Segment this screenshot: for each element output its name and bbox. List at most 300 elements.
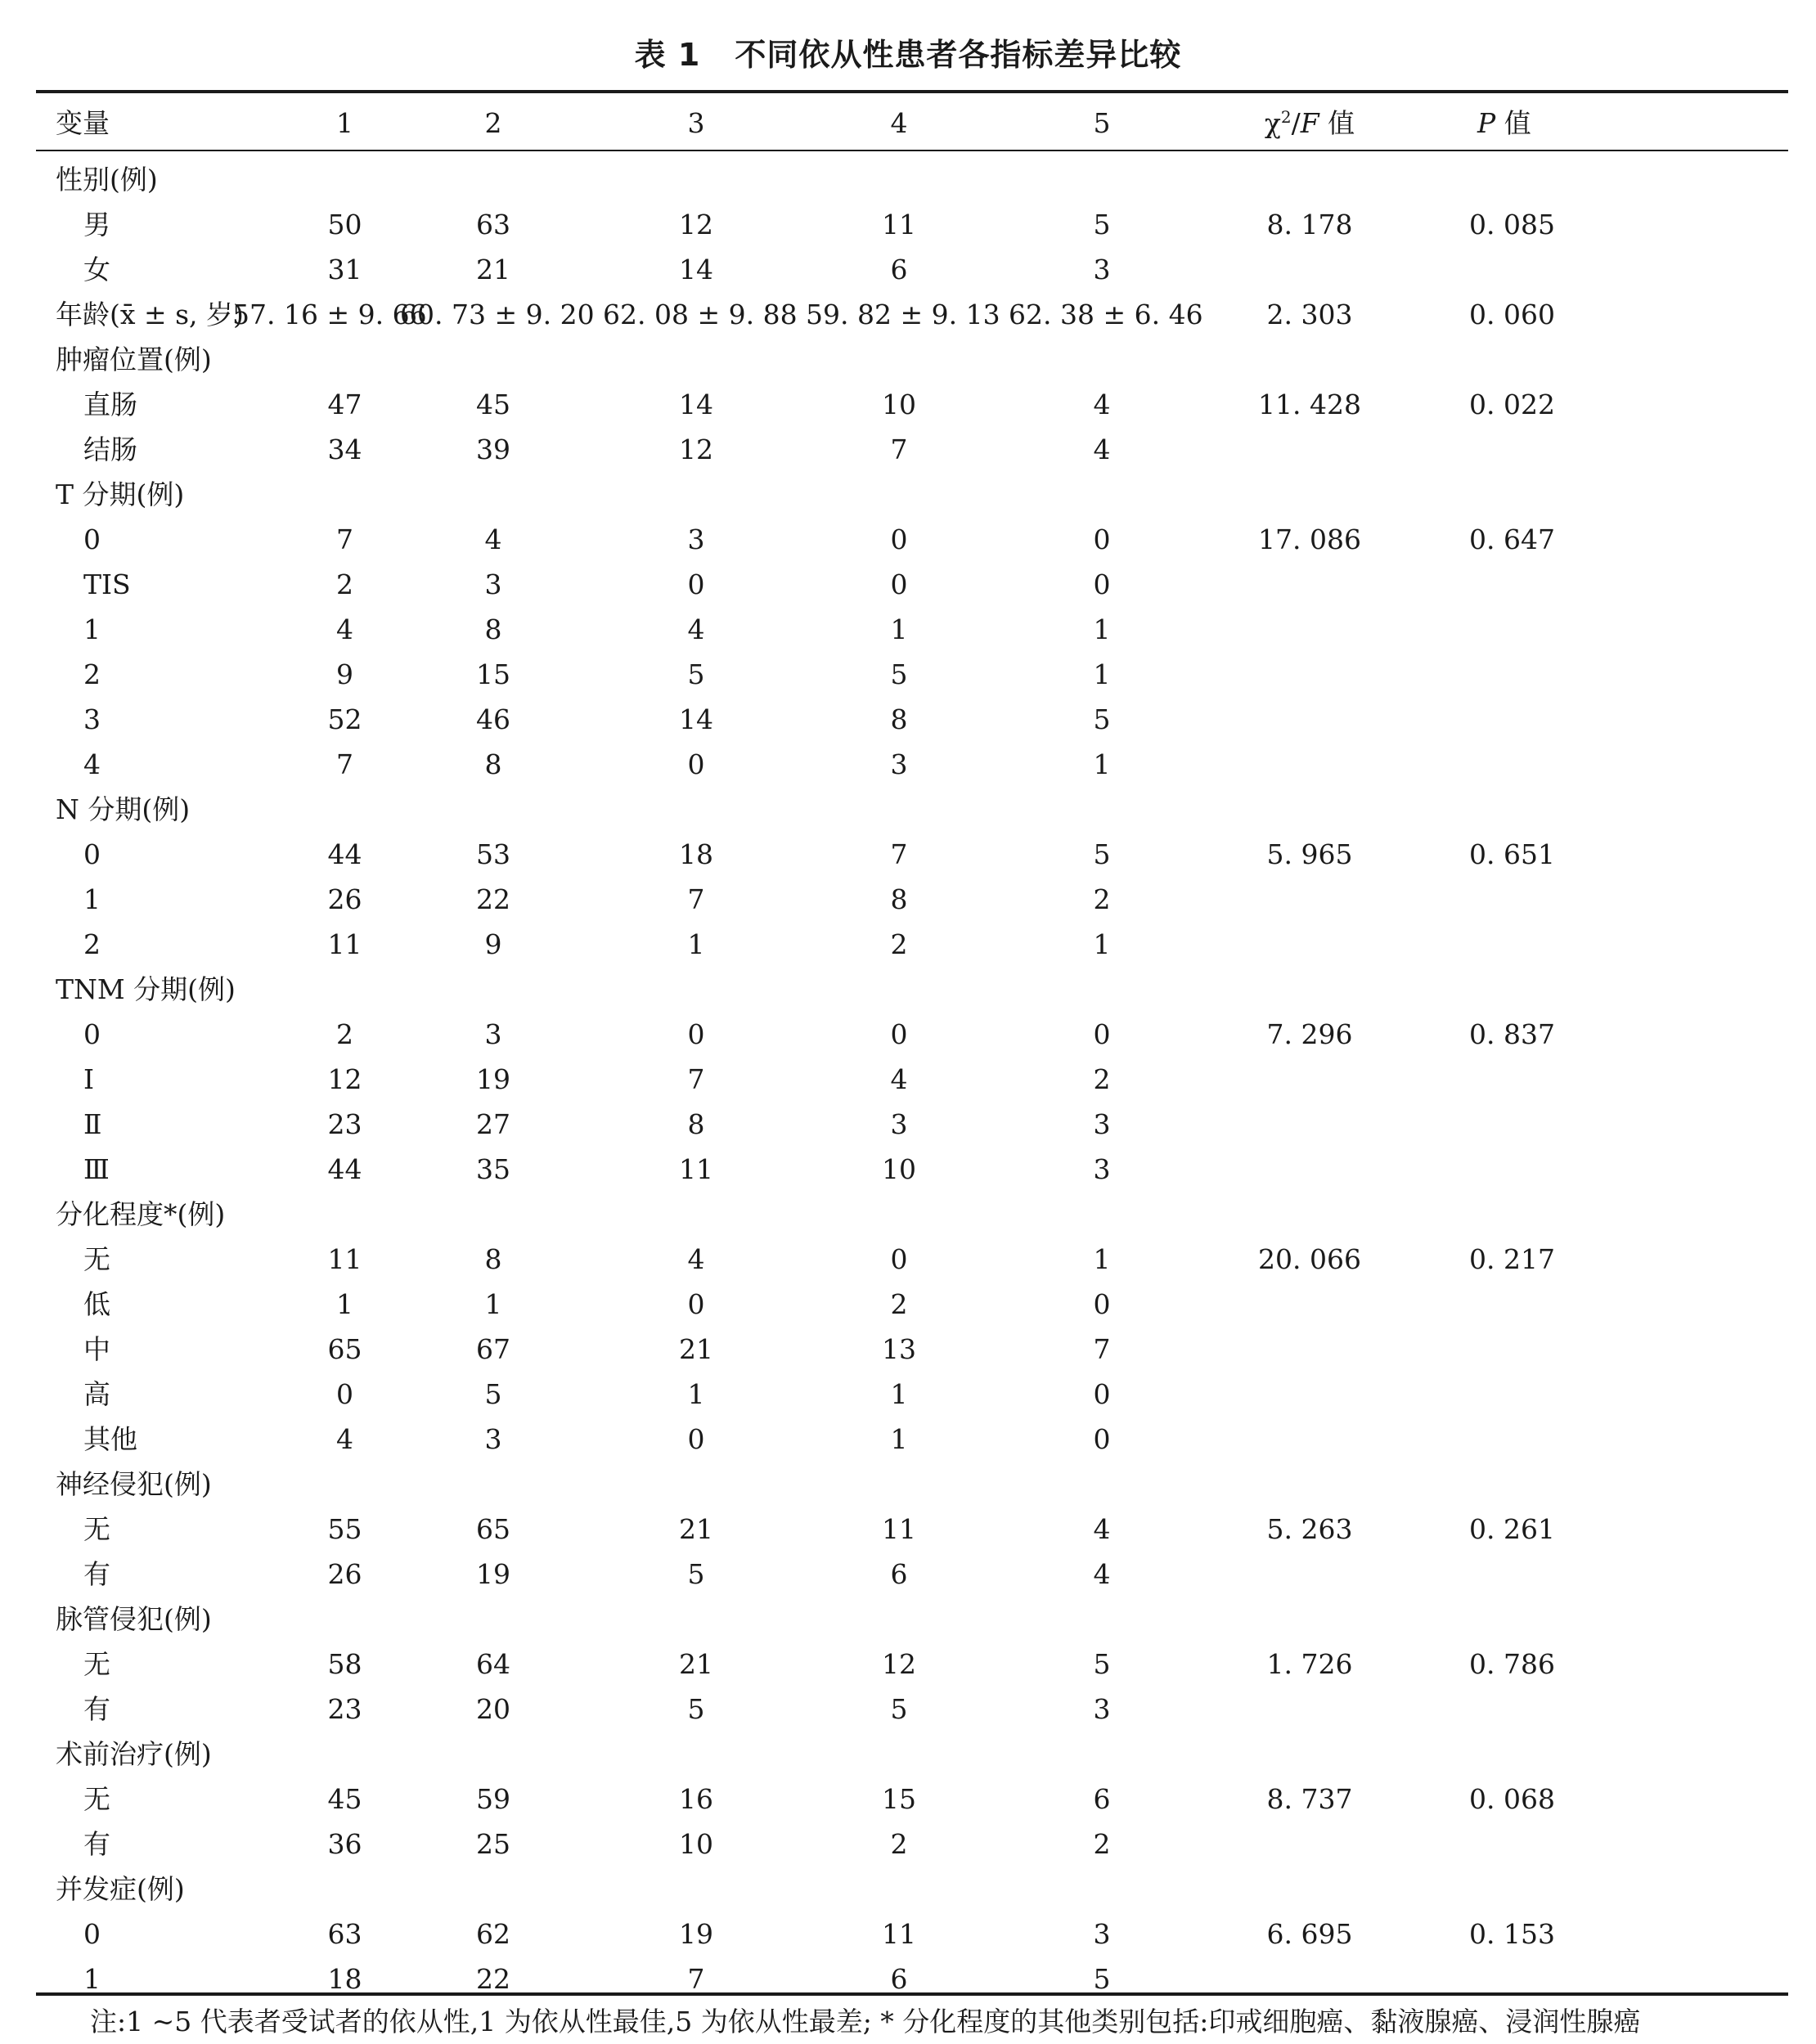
- table-cell: 21: [679, 1648, 713, 1680]
- table-cell: 19: [476, 1558, 510, 1590]
- table-cell: [976, 787, 1179, 832]
- table-cell: 3: [1093, 1918, 1111, 1950]
- table-row: [36, 1911, 1788, 1956]
- table-cell: 62. 08 ± 9. 88: [603, 299, 798, 330]
- table-cell: [367, 967, 570, 1012]
- table-cell: [1391, 427, 1788, 472]
- table-cell: [1391, 1687, 1788, 1732]
- row-item-label: 0: [83, 1018, 101, 1050]
- table-cell: 18: [327, 1963, 362, 1995]
- table-cell: 47: [327, 389, 362, 420]
- table-cell: [367, 154, 570, 202]
- row-item-label: Ⅰ: [83, 1063, 95, 1095]
- table-cell: 5: [687, 1558, 705, 1590]
- table-row: [36, 1282, 1788, 1327]
- table-cell: [1179, 787, 1391, 832]
- table-cell: 22: [476, 1963, 510, 1995]
- table-cell: 0. 085: [1469, 209, 1555, 240]
- table-cell: [367, 1732, 570, 1777]
- table-cell: 4: [1093, 1513, 1111, 1545]
- table-cell: 52: [327, 703, 362, 735]
- row-item-label: TIS: [83, 568, 131, 600]
- table-cell: 2: [336, 568, 353, 600]
- table-cell: [1179, 607, 1391, 652]
- table-cell: 0: [687, 568, 705, 600]
- row-item-label: 直肠: [83, 389, 137, 420]
- table-cell: 7: [890, 434, 908, 465]
- table-cell: 2: [1093, 1828, 1111, 1860]
- table-cell: 0: [890, 1018, 908, 1050]
- table-cell: [1179, 877, 1391, 922]
- table-cell: 8: [484, 613, 502, 645]
- row-item-label: 有: [83, 1558, 110, 1590]
- table-row: [36, 1417, 1788, 1462]
- row-item-label: 1: [83, 1963, 101, 1995]
- table-cell: [1179, 1417, 1391, 1462]
- table-cell: 5: [1093, 209, 1111, 240]
- table-cell: 1: [890, 1423, 908, 1455]
- header-row: [36, 93, 1788, 154]
- table-row: [36, 517, 1788, 562]
- table-cell: [200, 472, 367, 517]
- table-cell: [773, 1867, 976, 1911]
- table-cell: 11. 428: [1258, 389, 1361, 420]
- table-cell: 10: [882, 389, 916, 420]
- table-cell: [1179, 1552, 1391, 1597]
- row-group-label: 术前治疗(例): [56, 1738, 212, 1770]
- table-cell: 0: [890, 568, 908, 600]
- table-row: [36, 472, 1788, 517]
- table-cell: [1391, 1057, 1788, 1102]
- table-cell: [570, 787, 773, 832]
- table-cell: 6: [890, 1963, 908, 1995]
- table-cell: 62: [476, 1918, 510, 1950]
- table-cell: 12: [679, 434, 713, 465]
- row-group-label: TNM 分期(例): [56, 973, 236, 1005]
- table-cell: 1: [1093, 1243, 1111, 1275]
- table-cell: 63: [327, 1918, 362, 1950]
- table-cell: 59: [476, 1783, 510, 1815]
- table-cell: 5: [1093, 1648, 1111, 1680]
- table-cell: 0: [687, 748, 705, 780]
- table-cell: 7. 296: [1266, 1018, 1353, 1050]
- table-cell: 0: [336, 1378, 353, 1410]
- table-cell: 6: [1093, 1783, 1111, 1815]
- table-cell: 2: [890, 1828, 908, 1860]
- table-cell: 8: [687, 1108, 705, 1140]
- row-item-label: 2: [83, 928, 101, 960]
- table-cell: 0. 022: [1469, 389, 1555, 420]
- table-row: [36, 1057, 1788, 1102]
- table-cell: [1179, 154, 1391, 202]
- table-cell: 45: [476, 389, 510, 420]
- table-row: [36, 337, 1788, 382]
- table-cell: 11: [882, 209, 916, 240]
- table-row: [36, 607, 1788, 652]
- table-row: [36, 1642, 1788, 1687]
- row-item-label: 有: [83, 1828, 110, 1860]
- table-cell: 7: [1093, 1333, 1111, 1365]
- table-cell: 1. 726: [1266, 1648, 1353, 1680]
- table-row: [36, 1192, 1788, 1237]
- table-cell: 5: [484, 1378, 502, 1410]
- table-cell: [976, 1597, 1179, 1642]
- table-row: [36, 427, 1788, 472]
- row-item-label: 无: [83, 1243, 110, 1275]
- table-cell: [1179, 1956, 1391, 2001]
- table-cell: [1391, 1372, 1788, 1417]
- table-cell: [1391, 1462, 1788, 1507]
- table-cell: [773, 1597, 976, 1642]
- table-row: [36, 1237, 1788, 1282]
- table-cell: 7: [336, 523, 353, 555]
- table-cell: 59. 82 ± 9. 13: [806, 299, 1000, 330]
- table-cell: 10: [882, 1153, 916, 1185]
- table-cell: 0. 217: [1469, 1243, 1555, 1275]
- table-cell: 0. 786: [1469, 1648, 1555, 1680]
- table-cell: [367, 1867, 570, 1911]
- table-cell: [1179, 472, 1391, 517]
- table-cell: [1391, 697, 1788, 742]
- table-cell: [1391, 877, 1788, 922]
- table-cell: [1179, 967, 1391, 1012]
- table-cell: 4: [687, 613, 705, 645]
- table-cell: 39: [476, 434, 510, 465]
- table-cell: [200, 154, 367, 202]
- table-row: [36, 787, 1788, 832]
- table-cell: [1391, 247, 1788, 292]
- table-caption: [0, 29, 1816, 74]
- table-cell: [1179, 562, 1391, 607]
- table-cell: 15: [476, 658, 510, 690]
- table-cell: 18: [679, 838, 713, 870]
- table-cell: 19: [476, 1063, 510, 1095]
- table-cell: [773, 787, 976, 832]
- table-cell: 25: [476, 1828, 510, 1860]
- table-cell: [1179, 1282, 1391, 1327]
- row-item-label: 中: [83, 1333, 110, 1365]
- table-cell: 8: [890, 883, 908, 915]
- table-cell: 1: [1093, 748, 1111, 780]
- table-cell: [976, 472, 1179, 517]
- header-chi-f: $\chi^2/F$ 值: [1264, 107, 1355, 139]
- table-cell: [1391, 607, 1788, 652]
- table-cell: 64: [476, 1648, 510, 1680]
- table-cell: [1179, 742, 1391, 787]
- table-cell: [1391, 1102, 1788, 1147]
- row-group-label: N 分期(例): [56, 793, 191, 825]
- table-cell: 14: [679, 703, 713, 735]
- table-cell: [200, 1462, 367, 1507]
- row-item-label: 女: [83, 254, 110, 285]
- table-cell: 19: [679, 1918, 713, 1950]
- table-cell: [1391, 1282, 1788, 1327]
- table-cell: 4: [484, 523, 502, 555]
- row-item-label: Ⅲ: [83, 1153, 110, 1185]
- table-cell: [1391, 562, 1788, 607]
- table-cell: [976, 1462, 1179, 1507]
- table-cell: [570, 1732, 773, 1777]
- table-cell: [1391, 742, 1788, 787]
- table-cell: [976, 1732, 1179, 1777]
- table-row: [36, 967, 1788, 1012]
- table-row: [36, 292, 1788, 337]
- table-cell: 11: [882, 1918, 916, 1950]
- table-cell: [1179, 337, 1391, 382]
- table-cell: 7: [687, 883, 705, 915]
- header-group-5: 5: [1093, 107, 1111, 139]
- table-cell: [1391, 1597, 1788, 1642]
- table-cell: 44: [327, 1153, 362, 1185]
- table-cell: 11: [327, 1243, 362, 1275]
- table-cell: 21: [679, 1513, 713, 1545]
- table-cell: 34: [327, 434, 362, 465]
- table-cell: [773, 1732, 976, 1777]
- row-group-label: 性别(例): [56, 164, 158, 195]
- table-cell: 22: [476, 883, 510, 915]
- table-cell: 12: [679, 209, 713, 240]
- table-cell: [1391, 1192, 1788, 1237]
- table-cell: 0: [1093, 1378, 1111, 1410]
- table-cell: 0: [890, 1243, 908, 1275]
- table-cell: 0: [890, 523, 908, 555]
- table-cell: [200, 1597, 367, 1642]
- header-group-4: 4: [890, 107, 908, 139]
- table-cell: [1391, 1417, 1788, 1462]
- table-cell: 3: [484, 1018, 502, 1050]
- table-cell: 5: [687, 1693, 705, 1725]
- table-cell: [1391, 154, 1788, 202]
- table-cell: [1391, 1822, 1788, 1867]
- table-cell: 53: [476, 838, 510, 870]
- table-cell: 23: [327, 1693, 362, 1725]
- table-cell: [1179, 1462, 1391, 1507]
- table-row: [36, 1327, 1788, 1372]
- table-cell: [570, 1867, 773, 1911]
- table-cell: [367, 472, 570, 517]
- table-cell: 3: [1093, 1108, 1111, 1140]
- table-row: [36, 247, 1788, 292]
- table-cell: 5: [890, 658, 908, 690]
- table-cell: [773, 967, 976, 1012]
- table-cell: [976, 337, 1179, 382]
- table-cell: 63: [476, 209, 510, 240]
- table-cell: [1179, 427, 1391, 472]
- table-row: [36, 562, 1788, 607]
- table-row: [36, 1147, 1788, 1192]
- table-row: [36, 922, 1788, 967]
- table-cell: [1179, 1687, 1391, 1732]
- table-cell: 1: [336, 1288, 353, 1320]
- table-cell: [1179, 1867, 1391, 1911]
- table-cell: 62. 38 ± 6. 46: [1009, 299, 1203, 330]
- table-cell: [773, 154, 976, 202]
- table-cell: 0: [1093, 568, 1111, 600]
- table-cell: 3: [890, 748, 908, 780]
- table-cell: 0: [1093, 1423, 1111, 1455]
- table-cell: 20. 066: [1258, 1243, 1361, 1275]
- table-cell: 9: [336, 658, 353, 690]
- table-cell: 5: [687, 658, 705, 690]
- table-cell: [1179, 1192, 1391, 1237]
- row-item-label: 0: [83, 838, 101, 870]
- table-cell: [367, 337, 570, 382]
- row-item-label: 高: [83, 1378, 110, 1410]
- table-row: [36, 1552, 1788, 1597]
- table-cell: 2. 303: [1266, 299, 1353, 330]
- table-cell: [1391, 337, 1788, 382]
- table-cell: [773, 1462, 976, 1507]
- table-cell: 1: [687, 928, 705, 960]
- table-cell: 4: [1093, 1558, 1111, 1590]
- table-cell: 14: [679, 254, 713, 285]
- row-group-label: T 分期(例): [56, 478, 185, 510]
- table-cell: 5: [1093, 1963, 1111, 1995]
- table-cell: [773, 337, 976, 382]
- table-cell: [1391, 472, 1788, 517]
- table-row: [36, 1687, 1788, 1732]
- table-cell: [1391, 1552, 1788, 1597]
- table-cell: 7: [687, 1063, 705, 1095]
- header-p: P 值: [1477, 107, 1531, 139]
- header-group-3: 3: [687, 107, 705, 139]
- table-cell: 5. 965: [1266, 838, 1353, 870]
- table-cell: 57. 16 ± 9. 66: [232, 299, 427, 330]
- table-cell: 12: [327, 1063, 362, 1095]
- table-cell: 0. 261: [1469, 1513, 1555, 1545]
- table-cell: 0: [687, 1018, 705, 1050]
- row-item-label: 有: [83, 1693, 110, 1725]
- table-cell: 9: [484, 928, 502, 960]
- table-cell: [976, 1192, 1179, 1237]
- table-cell: 1: [890, 1378, 908, 1410]
- table-cell: [1391, 1327, 1788, 1372]
- row-item-label: 无: [83, 1648, 110, 1680]
- table-row: [36, 652, 1788, 697]
- table-row: [36, 1372, 1788, 1417]
- table-cell: 11: [882, 1513, 916, 1545]
- table-cell: 58: [327, 1648, 362, 1680]
- table-cell: 1: [1093, 658, 1111, 690]
- table-cell: 0. 068: [1469, 1783, 1555, 1815]
- table-cell: [1179, 1057, 1391, 1102]
- table-cell: 8: [484, 1243, 502, 1275]
- table-row: [36, 1732, 1788, 1777]
- table-cell: [1391, 652, 1788, 697]
- table-cell: [1391, 967, 1788, 1012]
- row-group-label: 分化程度*(例): [56, 1198, 226, 1230]
- table-cell: [1179, 1732, 1391, 1777]
- table-cell: [1179, 247, 1391, 292]
- table-cell: 65: [327, 1333, 362, 1365]
- table-cell: [1179, 1372, 1391, 1417]
- table-cell: 0. 837: [1469, 1018, 1555, 1050]
- table-cell: [773, 472, 976, 517]
- table-cell: 23: [327, 1108, 362, 1140]
- table-cell: 21: [476, 254, 510, 285]
- table-number: 表 1: [634, 37, 701, 73]
- table-cell: 4: [336, 1423, 353, 1455]
- table-cell: 7: [687, 1963, 705, 1995]
- table-cell: 31: [327, 254, 362, 285]
- table-cell: 0. 153: [1469, 1918, 1555, 1950]
- table-cell: 3: [1093, 1693, 1111, 1725]
- table-row: [36, 1462, 1788, 1507]
- table-cell: [570, 154, 773, 202]
- table-cell: [200, 337, 367, 382]
- row-item-label: 无: [83, 1783, 110, 1815]
- table-cell: 4: [890, 1063, 908, 1095]
- table-cell: 3: [484, 568, 502, 600]
- table-cell: 4: [1093, 434, 1111, 465]
- table-cell: 5: [1093, 703, 1111, 735]
- table-cell: 20: [476, 1693, 510, 1725]
- table-cell: 26: [327, 883, 362, 915]
- table-cell: [976, 1867, 1179, 1911]
- table-cell: 15: [882, 1783, 916, 1815]
- row-item-label: 1: [83, 613, 101, 645]
- table-cell: [1391, 922, 1788, 967]
- table-cell: [570, 337, 773, 382]
- table-cell: 2: [336, 1018, 353, 1050]
- table-cell: 1: [1093, 613, 1111, 645]
- table-cell: 2: [890, 928, 908, 960]
- row-item-label: 无: [83, 1513, 110, 1545]
- table-cell: 13: [882, 1333, 916, 1365]
- table-cell: 4: [1093, 389, 1111, 420]
- table-cell: 0: [1093, 1018, 1111, 1050]
- table-cell: [570, 967, 773, 1012]
- table-cell: 36: [327, 1828, 362, 1860]
- table-cell: [976, 154, 1179, 202]
- table-cell: 0. 651: [1469, 838, 1555, 870]
- table-cell: 2: [1093, 883, 1111, 915]
- row-group-label: 并发症(例): [56, 1873, 185, 1905]
- table-note: 注:1 ~5 代表者受试者的依从性,1 为依从性最佳,5 为依从性最差; * 分化程度的其他类别包括:印戒细胞癌、黏液腺癌、浸润性腺癌: [90, 2006, 1641, 2037]
- table-row: [36, 1956, 1788, 2001]
- table-cell: 0. 647: [1469, 523, 1555, 555]
- table-row: [36, 1822, 1788, 1867]
- table-cell: 16: [679, 1783, 713, 1815]
- row-group-label: 年龄(x̄ ± s, 岁): [56, 299, 244, 330]
- table-cell: 1: [890, 613, 908, 645]
- table-cell: 5: [890, 1693, 908, 1725]
- table-cell: 44: [327, 838, 362, 870]
- table-cell: 26: [327, 1558, 362, 1590]
- table-cell: [570, 1462, 773, 1507]
- table-cell: [1179, 697, 1391, 742]
- table-cell: [367, 1462, 570, 1507]
- table-cell: [570, 1597, 773, 1642]
- row-item-label: 0: [83, 523, 101, 555]
- table-cell: [1391, 787, 1788, 832]
- table-row: [36, 1012, 1788, 1057]
- row-item-label: 1: [83, 883, 101, 915]
- table-cell: [1391, 1732, 1788, 1777]
- data-table: [36, 93, 1788, 2001]
- row-group-label: 神经侵犯(例): [56, 1468, 212, 1500]
- table-cell: 6: [890, 254, 908, 285]
- table-cell: [200, 1732, 367, 1777]
- table-cell: 8. 737: [1266, 1783, 1353, 1815]
- table-cell: 60. 73 ± 9. 20: [400, 299, 595, 330]
- table-cell: 8: [890, 703, 908, 735]
- table-cell: 5: [1093, 838, 1111, 870]
- row-group-label: 脉管侵犯(例): [56, 1603, 212, 1635]
- table-cell: 3: [890, 1108, 908, 1140]
- table-cell: 35: [476, 1153, 510, 1185]
- table-row: [36, 154, 1788, 202]
